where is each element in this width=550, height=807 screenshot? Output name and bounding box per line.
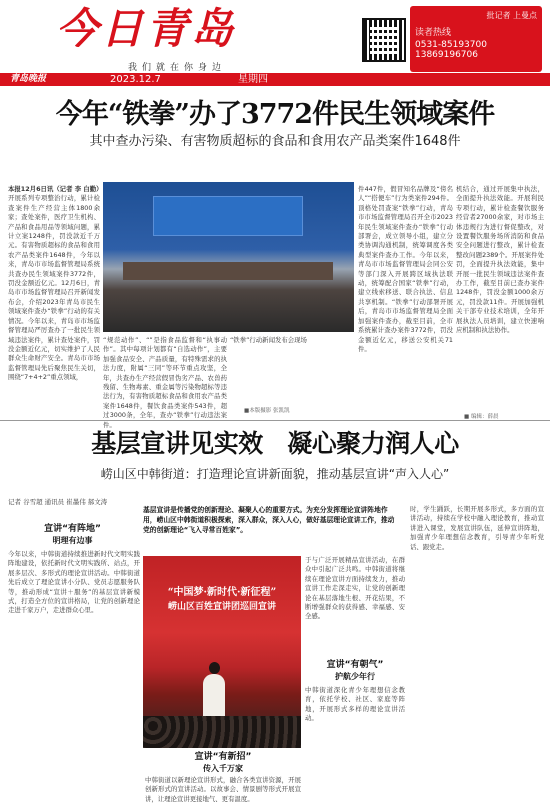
subhead-3-sub: 护航少年行 xyxy=(335,672,375,681)
story2-column-4 xyxy=(410,505,544,802)
subhead-1-title: 宣讲“有阵地” xyxy=(44,524,101,534)
story1-subheadline: 其中查办污染、有害物质超标的食品和食用农产品类案件1648件 xyxy=(89,134,461,149)
story1-column-4 xyxy=(456,185,544,405)
subhead-1-sub: 明理有边事 xyxy=(52,536,93,545)
story1-column-2 xyxy=(103,336,227,429)
story1-column-1 xyxy=(8,185,103,405)
photo-banner-line-2: 崂山区百姓宣讲团巡回宣讲 xyxy=(167,602,276,612)
story1-column-3 xyxy=(358,185,453,405)
story2-col1-text: 今年以来，中韩街道持续推进新时代文明实践阵地建设，依托新时代文明实践所、站点，开展多层次、多形式的理论宣讲活动。中韩街道先后成立了理论宣讲小分队、党员志愿服务队等，推动形成“宣讲＋服务”的基层宣讲新模式，打造全方位的宣讲格局，让党的创新理论走进千家万户，走进群众心里。 xyxy=(8,550,140,615)
qr-code-icon xyxy=(362,18,406,62)
publication-name: 青岛晚报 xyxy=(10,74,47,84)
editor-line: 批记者 上曼点 xyxy=(486,11,537,20)
section-divider xyxy=(0,420,550,421)
story2-col2-text: 中韩街道以新理论宣讲形式，融合各类宣讲资源，开展创新形式的宣讲活动。以故事会、情景剧等形式开展宣讲，让理论宣讲更接地气、更有温度。 xyxy=(145,776,301,803)
editor-credit: ■ 编辑：薛晨 xyxy=(464,414,499,420)
story2-col3-text: 于与广泛开展精品宣讲活动，在群众中引起广泛共鸣。中韩街道将继续在理论宣讲方面持续发力，推动宣讲工作走深走实，让党的创新理论在基层落地生根、开花结果，不断增强群众的获得感、幸福感、安全感。 xyxy=(305,556,405,621)
slogan: 我们就在你身边 xyxy=(128,63,227,73)
contact-box xyxy=(410,6,542,72)
date-bar xyxy=(0,73,550,86)
story1-col1-text: 开展系列专项整治行动，累计检查案件生产经营主体1800余家；查处案件，医疗卫生机构、产品和食品用品等领域问题，累计立案1248件，罚没款近千万元。有害物质超标的食品和食用农产品类案件1648件，今年以来，青岛市市场监督管理局系统共查办民生领域案件3772件，罚没金额近亿元。12月6日，青岛市市场监督管理局召开新闻发布会，介绍2023年青岛市民生领域案件查办“铁拳”行动的有关情况。今年以来，青岛市市场监督管理局严厉查办了一批民生领域违法案件，累计查处案件，罚没金额近亿元，切实维护了人民群众生命财产安全。青岛市市场监督管理局先后聚焦民生关切，围绕“7+4+2”重点领域， xyxy=(8,194,100,382)
phone-2: 13869196706 xyxy=(415,50,478,60)
story1-column-2b xyxy=(230,336,354,406)
masthead xyxy=(0,0,550,88)
story2-lede: 基层宣讲是传播党的创新理论、凝聚人心的重要方式。为充分发挥理论宣讲阵地作用，崂山区中韩街道积极探索，深入群众，深入人心，做好基层理论宣讲工作，推动党的创新理论“飞入寻常百姓家”。 xyxy=(143,506,395,534)
story2-column-2b xyxy=(145,776,301,804)
subhead-2-title: 宣讲“有新招” xyxy=(194,752,252,762)
story2-column-3b xyxy=(305,686,405,802)
story1-col4-text: 机结合，通过开展集中执法，全面提升执法效能。开展利民专项行动，累计检查餐饮服务经营者27000余家，对市场主体违规行为进行督促整改，对设置餐饮服务场所消防和食品安全问题进行整改，累计检查整改问题2389个。开展案件处罚，全面提升执法效能，集中开展一批民生领域违法案件查办工作，截至目前已查办案件1248件，罚没金额1000余万元，罚没款11件。开展加强机关干部专业技术培训，全年开展执法人员培训，建立快速响应机制和执法协作。 xyxy=(456,185,544,335)
story1-headline: 今年“铁拳”办了3772件民生领域案件 xyxy=(55,99,495,130)
subhead-3-title: 宣讲“有朝气” xyxy=(326,660,384,670)
issue-weekday: 星期四 xyxy=(238,74,268,85)
issue-date: 2023.12.7 xyxy=(110,74,161,85)
subhead-2-sub: 传入千万家 xyxy=(203,764,243,773)
story2-headline: 基层宣讲见实效 凝心聚力润人心 xyxy=(91,429,459,458)
story1-dateline: 本报12月6日讯（记者 李 白勤） xyxy=(8,185,103,193)
conference-table xyxy=(123,262,333,280)
subhead-3 xyxy=(305,660,405,682)
subhead-1 xyxy=(10,524,135,546)
subhead-2 xyxy=(145,752,301,774)
story1-col3-text: 件447件，假冒知名品牌及“傍名人”“搭便车”行为类案件294件。顶格处罚查案“铁拳”行动，青岛市市场监督管理局召开全市2023年民生领域案件查办“铁拳”行动部署会，成立领导小组，建立分类协调沟通机制，统筹调度各类典型案件查办工作。今年以来，青岛市市场监督管理局会同公安等部门深入开展跨区域执法联动，统筹配合国家“铁拳”行动，建立线索移送、联合执法、信息共享机制。“铁拳”行动部署开展后，青岛市市场监督管理局全面加强案件查办，截至目前，全市系统累计查办案件3772件，罚没金额近亿元，移送公安机关71件。 xyxy=(358,185,453,353)
lecture-photo xyxy=(143,556,301,748)
newspaper-logo: 今日青岛 xyxy=(56,4,237,53)
story2-column-3 xyxy=(305,556,405,656)
reader-hotline-label: 读者热线 xyxy=(415,28,452,38)
press-conference-photo xyxy=(103,182,354,332)
phone-1: 0531-85193700 xyxy=(415,40,487,50)
photo-banner-line-1: “中国梦·新时代·新征程” xyxy=(167,587,277,598)
story1-col2-text: “规范动作”、“”是指食品监督和“执事动作”。其中每项计划都有“自选动作”，主要加强食品安全、产品质量，有特殊需求的执法力度，附属“三同”等环节重点攻坚，全年，共查办生产经营假冒伪劣产品、农兽药残留、生物毒素、重金属等污染物超标等违法行为，有害物质超标食品和食用农产品类案件1648件，餐饮食品类案件543件，超过3000条，全年，查办“铁拳”行动违法案件。 xyxy=(103,336,227,429)
story1-photo-caption: “铁拳”行动新闻发布会现场 xyxy=(230,336,307,344)
stage-banner xyxy=(153,196,303,236)
story2-byline xyxy=(8,498,138,518)
story2-col3b-text: 中韩街道深化青少年理想信念教育，依托学校、社区、家庭等阵地，开展形式多样的理论宣讲活动。 xyxy=(305,686,405,723)
story2-subheadline: 崂山区中韩街道：打造理论宣讲新面貌，推动基层宣讲“声入人心” xyxy=(100,467,450,481)
audience xyxy=(143,716,301,748)
story2-col4-text: 时，学生踊跃，长期开展多形式，多方面的宣讲活动，持续在学校中融入理论教育，推动宣讲进入课堂，发展宣讲队伍，延伸宣讲阵地，加强青少年理想信念教育，引导青少年听党话、跟党走。 xyxy=(410,505,544,551)
story2-column-1 xyxy=(8,550,140,802)
byline-text: 记者 谷雪超 通讯员 崔墨伟 郝文涛 xyxy=(8,498,108,506)
photo-banner xyxy=(151,586,293,614)
photo-credit: ■本版摄影 张凯凯 xyxy=(244,408,290,414)
